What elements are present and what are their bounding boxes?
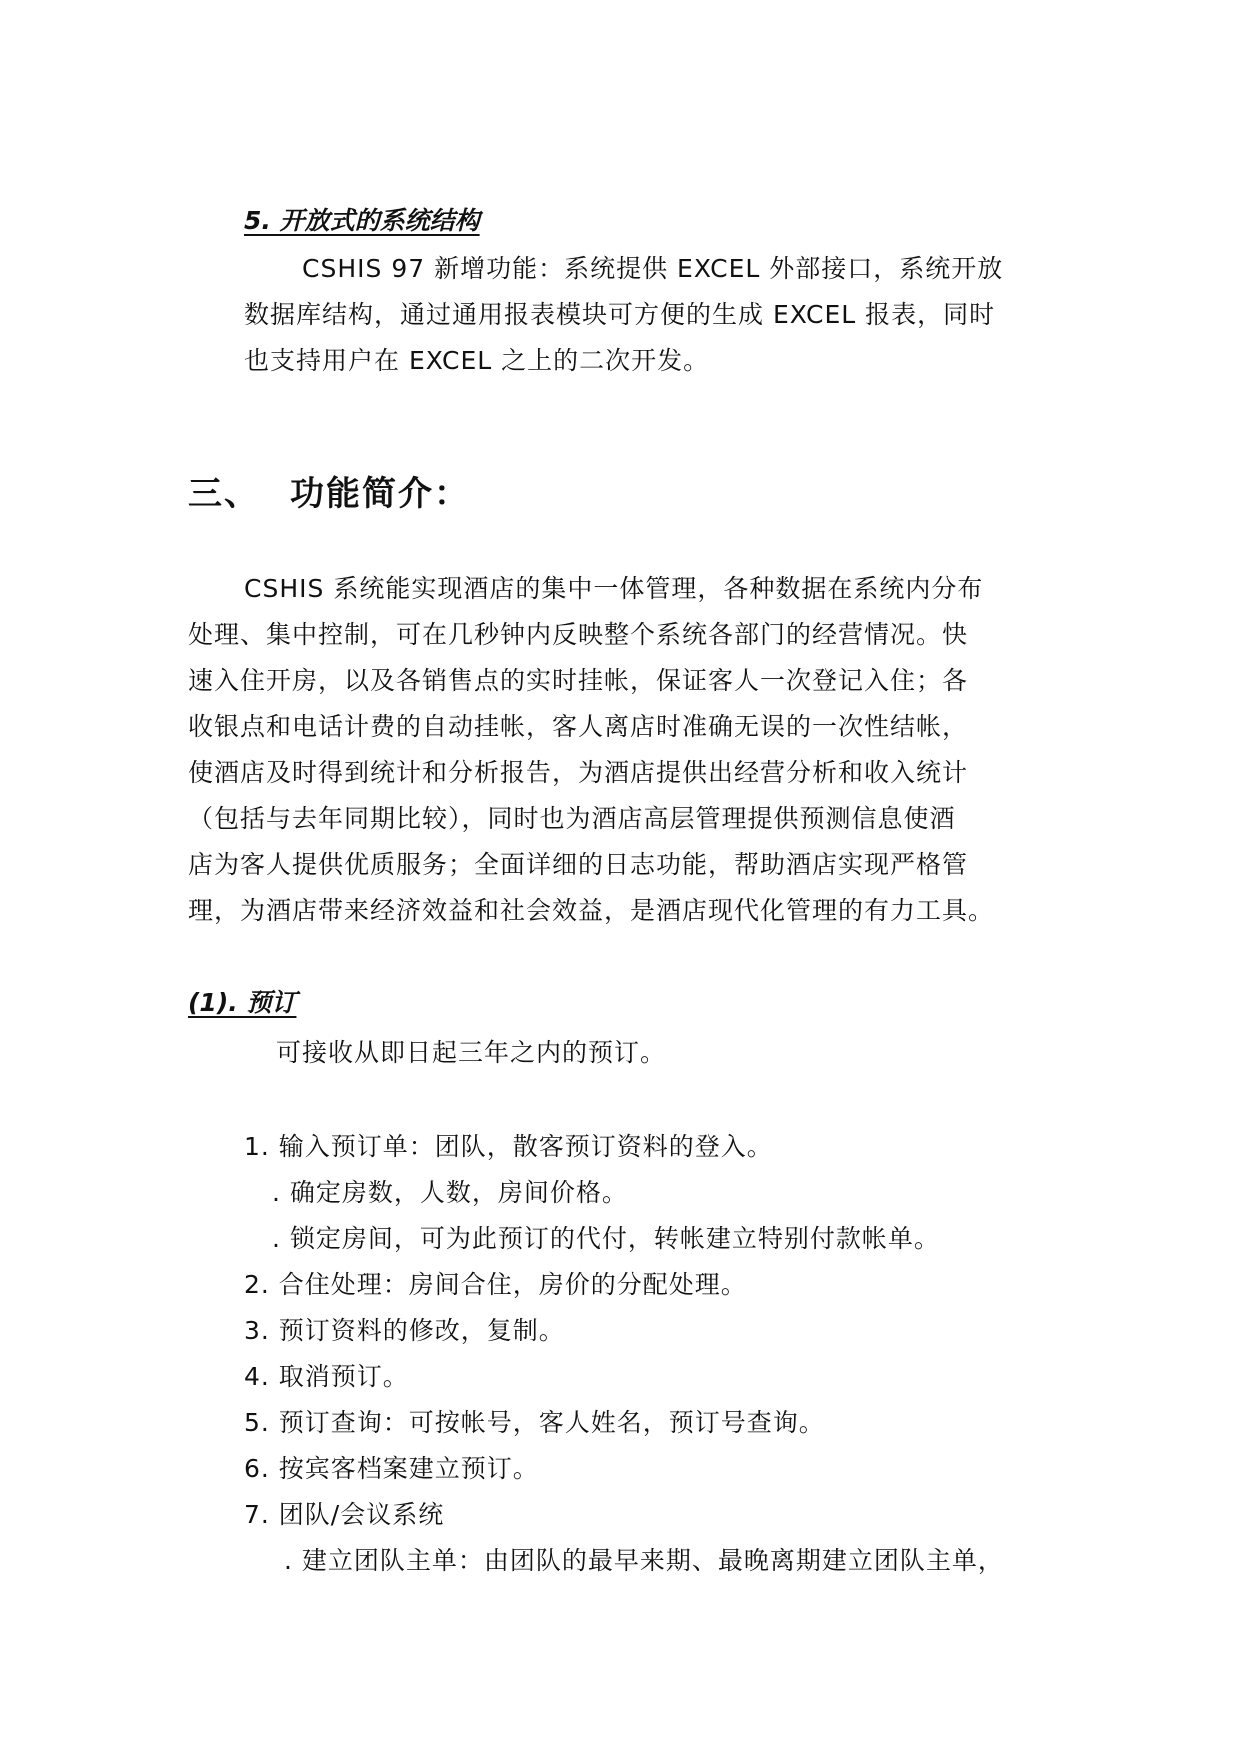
booking-heading: (1). 预订: [188, 988, 297, 1017]
intro-line-7: 店为客人提供优质服务；全面详细的日志功能，帮助酒店实现严格管: [188, 850, 969, 879]
intro-line-8: 理，为酒店带来经济效益和社会效益，是酒店现代化管理的有力工具。: [188, 896, 995, 925]
booking-item-3: 3. 预订资料的修改，复制。: [244, 1316, 565, 1345]
intro-line-4: 收银点和电话计费的自动挂帐，客人离店时准确无误的一次性结帐，: [188, 712, 969, 741]
section-5-line-3: 也支持用户在 EXCEL 之上的二次开发。: [244, 346, 710, 375]
section-5-heading: 5. 开放式的系统结构: [244, 206, 480, 235]
intro-line-2: 处理、集中控制，可在几秒钟内反映整个系统各部门的经营情况。快: [188, 620, 969, 649]
intro-line-5: 使酒店及时得到统计和分析报告，为酒店提供出经营分析和收入统计: [188, 758, 969, 787]
booking-subitem-1a: . 确定房数，人数，房间价格。: [272, 1178, 628, 1207]
intro-line-1: CSHIS 系统能实现酒店的集中一体管理，各种数据在系统内分布: [244, 574, 984, 603]
section-3-title-text: 功能简介：: [290, 474, 470, 514]
intro-line-3: 速入住开房，以及各销售点的实时挂帐，保证客人一次登记入住；各: [188, 666, 969, 695]
booking-subitem-7a: . 建立团队主单：由团队的最早来期、最晚离期建立团队主单，: [284, 1546, 1004, 1575]
booking-item-5: 5. 预订查询：可按帐号，客人姓名，预订号查询。: [244, 1408, 825, 1437]
booking-item-6: 6. 按宾客档案建立预订。: [244, 1454, 539, 1483]
section-3-number: 三、: [188, 474, 260, 514]
intro-line-6: （包括与去年同期比较），同时也为酒店高层管理提供预测信息使酒: [188, 804, 956, 833]
booking-item-1: 1. 输入预订单：团队，散客预订资料的登入。: [244, 1132, 773, 1161]
section-5-line-1: CSHIS 97 新增功能：系统提供 EXCEL 外部接口，系统开放: [302, 254, 1004, 283]
section-3-title: [188, 472, 470, 516]
booking-item-2: 2. 合住处理：房间合住，房价的分配处理。: [244, 1270, 747, 1299]
booking-summary: 可接收从即日起三年之内的预订。: [276, 1038, 667, 1067]
booking-subitem-1b: . 锁定房间，可为此预订的代付，转帐建立特别付款帐单。: [272, 1224, 940, 1253]
section-5-line-2: 数据库结构，通过通用报表模块可方便的生成 EXCEL 报表，同时: [244, 300, 996, 329]
booking-item-7: 7. 团队/会议系统: [244, 1500, 445, 1529]
booking-item-4: 4. 取消预订。: [244, 1362, 409, 1391]
